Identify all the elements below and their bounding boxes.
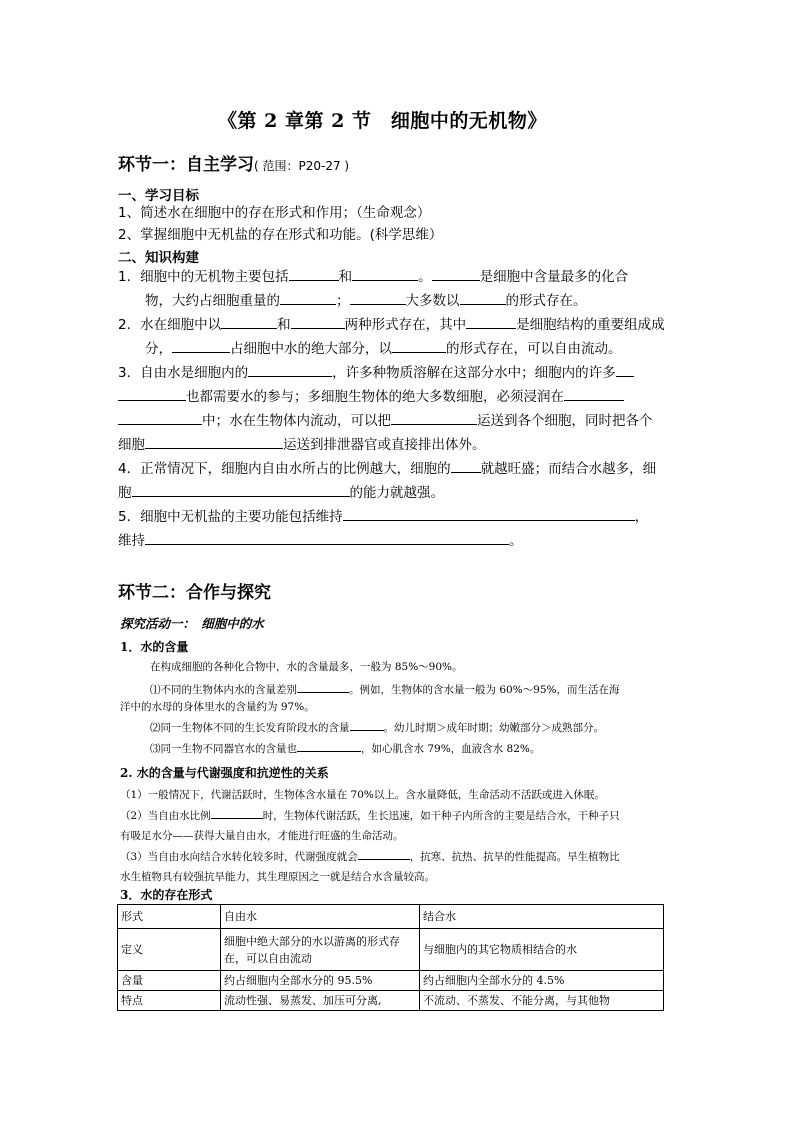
q1-text-h: 的形式存在。 bbox=[505, 293, 587, 309]
table-header-cell: 结合水 bbox=[420, 905, 664, 929]
q1-blank-6[interactable] bbox=[460, 290, 506, 305]
q1-text-c: 。 bbox=[418, 269, 432, 285]
q3-blank-1[interactable] bbox=[248, 362, 332, 377]
section-range: ( 范围：P20-27 ) bbox=[254, 159, 350, 173]
table-row bbox=[118, 929, 664, 971]
q2-blank-4[interactable] bbox=[172, 338, 230, 353]
q2-text-g: 的形式存在，可以自由流动。 bbox=[446, 341, 622, 357]
question-5-line-2 bbox=[118, 530, 523, 552]
table-cell: 约占细胞内全部水分的 95.5% bbox=[221, 971, 420, 991]
page-title: 《第 2 章第 2 节 细胞中的无机物》 bbox=[218, 110, 547, 132]
water-content-item-1-cont: 洋中的水母的身体里水的含量约为 97%。 bbox=[120, 701, 315, 713]
q3-text-g: 运送到排泄器官或直接排出体外。 bbox=[283, 437, 486, 453]
metabolism-line-2-cont: 有吸足水分——获得大量自由水，才能进行旺盛的生命活动。 bbox=[120, 830, 404, 842]
table-cell: 不流动、不蒸发、不能分离，与其他物 bbox=[420, 991, 664, 1011]
q3-text-f: 细胞 bbox=[118, 437, 145, 453]
table-row bbox=[118, 971, 664, 991]
q2-text-a: 2．水在细胞中以 bbox=[118, 317, 222, 333]
section-heading-cooperation: 环节二：合作与探究 bbox=[118, 583, 271, 603]
item-1-blank[interactable] bbox=[297, 680, 349, 693]
line-2-blank[interactable] bbox=[211, 806, 263, 819]
q1-blank-3[interactable] bbox=[432, 266, 480, 281]
q3-blank-2a[interactable] bbox=[616, 362, 634, 377]
q1-text-f: ； bbox=[336, 293, 350, 309]
table-cell: 含量 bbox=[118, 971, 221, 991]
metabolism-line-3-cont: 水生植物具有较强抗旱能力，其生理原因之一就是结合水含量较高。 bbox=[120, 871, 435, 883]
activity-1-heading: 探究活动一： 细胞中的水 bbox=[120, 616, 264, 631]
q1-blank-5[interactable] bbox=[350, 290, 406, 305]
q4-blank-2[interactable] bbox=[132, 482, 350, 497]
q1-text-a: 1．细胞中的无机物主要包括 bbox=[118, 269, 289, 285]
item-2-text-b: 。幼儿时期＞成年时期；幼嫩部分＞成熟部分。 bbox=[383, 722, 604, 734]
table-cell: 特点 bbox=[118, 991, 221, 1011]
q5-text-a: 5．细胞中无机盐的主要功能包括维持 bbox=[118, 509, 343, 525]
question-1-line-2 bbox=[145, 290, 587, 312]
water-forms-table bbox=[117, 904, 664, 1011]
q1-blank-1[interactable] bbox=[289, 266, 339, 281]
q5-text-b: ， bbox=[634, 509, 649, 525]
table-cell: 与细胞内的其它物质相结合的水 bbox=[420, 929, 664, 971]
q3-blank-5[interactable] bbox=[145, 434, 283, 449]
water-content-item-2 bbox=[150, 718, 604, 738]
item-3-text-b: ，如心肌含水 79%，血液含水 82%。 bbox=[361, 743, 541, 755]
section-heading-self-study bbox=[118, 150, 349, 175]
q4-blank-1[interactable] bbox=[451, 458, 481, 473]
goal-item-1: 1、简述水在细胞中的存在形式和作用；（生命观念） bbox=[118, 205, 431, 221]
q2-blank-2[interactable] bbox=[291, 314, 345, 329]
q3-text-b: ，许多种物质溶解在这部分水中；细胞内的许多 bbox=[332, 365, 616, 381]
q2-text-c: 两种形式存在，其中 bbox=[344, 317, 467, 333]
water-content-heading: 1．水的含量 bbox=[120, 640, 189, 654]
q3-text-a: 3．自由水是细胞内的 bbox=[118, 365, 249, 381]
q3-blank-4[interactable] bbox=[391, 410, 477, 425]
line-3-text-b: ，抗寒、抗热、抗旱的性能提高。旱生植物比 bbox=[409, 851, 620, 863]
table-cell: 细胞中绝大部分的水以游离的形式存在，可以自由流动 bbox=[221, 929, 420, 971]
line-3-blank[interactable] bbox=[358, 847, 410, 860]
metabolism-line-3 bbox=[120, 847, 620, 867]
q2-text-e: 分， bbox=[145, 341, 172, 357]
q2-text-f: 占细胞中水的绝大部分，以 bbox=[230, 341, 392, 357]
item-1-text-a: ⑴不同的生物体内水的含量差别 bbox=[150, 684, 297, 696]
q1-text-b: 和 bbox=[338, 269, 353, 285]
question-3-line-3 bbox=[118, 410, 653, 432]
item-1-text-b: 。例如，生物体的含水量一般为 60%～95%，而生活在海 bbox=[349, 684, 620, 696]
table-header-cell: 形式 bbox=[118, 905, 221, 929]
metabolism-relation-heading: 2. 水的含量与代谢强度和抗逆性的关系 bbox=[120, 766, 329, 780]
line-2-text-b: 时，生物体代谢活跃，生长迅速，如干种子内所含的主要是结合水，干种子只 bbox=[262, 810, 620, 822]
q1-text-g: 大多数以 bbox=[405, 293, 460, 309]
question-5-line-1 bbox=[118, 506, 648, 528]
q4-text-c: 胞 bbox=[118, 485, 132, 501]
q3-text-d: 中；水在生物体内流动，可以把 bbox=[202, 413, 391, 429]
q5-blank-1[interactable] bbox=[343, 506, 635, 521]
q3-text-c: 也都需要水的参与；多细胞生物体的绝大多数细胞，必须浸润在 bbox=[186, 389, 564, 405]
question-4-line-1 bbox=[118, 458, 656, 480]
q2-blank-3[interactable] bbox=[466, 314, 516, 329]
goal-item-2: 2、掌握细胞中无机盐的存在形式和功能。(科学思维） bbox=[118, 227, 443, 243]
water-forms-heading: 3．水的存在形式 bbox=[120, 888, 213, 902]
table-header-cell: 自由水 bbox=[221, 905, 420, 929]
table-header-row bbox=[118, 905, 664, 929]
question-3-line-1 bbox=[118, 362, 634, 384]
q5-text-c: 维持 bbox=[118, 533, 145, 549]
q5-text-d: 。 bbox=[509, 533, 523, 549]
q1-blank-4[interactable] bbox=[280, 290, 336, 305]
table-cell: 流动性强、易蒸发、加压可分离, bbox=[221, 991, 420, 1011]
q2-text-d: 是细胞结构的重要组成成 bbox=[516, 317, 665, 333]
question-4-line-2 bbox=[118, 482, 444, 504]
table-cell: 定义 bbox=[118, 929, 221, 971]
q1-text-e: 物，大约占细胞重量的 bbox=[145, 293, 280, 309]
section-heading-text: 环节一：自主学习 bbox=[118, 155, 254, 175]
q4-text-a: 4．正常情况下，细胞内自由水所占的比例越大，细胞的 bbox=[118, 461, 451, 477]
question-1-line-1 bbox=[118, 266, 628, 288]
q2-blank-5[interactable] bbox=[392, 338, 446, 353]
q3-blank-3a[interactable] bbox=[564, 386, 624, 401]
item-3-text-a: ⑶同一生物不同器官水的含量也 bbox=[150, 743, 297, 755]
water-content-item-3 bbox=[150, 739, 540, 759]
goals-heading: 一、学习目标 bbox=[118, 188, 199, 204]
item-2-text-a: ⑵同一生物体不同的生长发育阶段水的含量 bbox=[150, 722, 350, 734]
question-2-line-2 bbox=[145, 338, 622, 360]
q1-text-d: 是细胞中含量最多的化合 bbox=[479, 269, 629, 285]
question-3-line-4 bbox=[118, 434, 486, 456]
q3-blank-3b[interactable] bbox=[118, 410, 202, 425]
knowledge-heading: 二、知识构建 bbox=[118, 250, 199, 266]
table-row bbox=[118, 991, 664, 1011]
item-2-blank[interactable] bbox=[350, 718, 384, 731]
item-3-blank[interactable] bbox=[297, 739, 361, 752]
question-2-line-1 bbox=[118, 314, 665, 336]
q5-blank-2[interactable] bbox=[145, 530, 509, 545]
q4-text-d: 的能力就越强。 bbox=[349, 485, 444, 501]
table-cell: 约占细胞内全部水分的 4.5% bbox=[420, 971, 664, 991]
q4-text-b: 就越旺盛；而结合水越多，细 bbox=[480, 461, 657, 477]
line-3-text-a: （3）当自由水向结合水转化较多时，代谢强度就会 bbox=[120, 851, 358, 863]
q3-text-e: 运送到各个细胞，同时把各个 bbox=[477, 413, 653, 429]
q2-text-b: 和 bbox=[277, 317, 291, 333]
line-2-text-a: （2）当自由水比例 bbox=[120, 810, 211, 822]
metabolism-line-1: （1）一般情况下，代谢活跃时，生物体含水量在 70%以上。含水量降低，生命活动不活跃或进入休眠。 bbox=[120, 789, 605, 801]
q1-blank-2[interactable] bbox=[352, 266, 418, 281]
q3-blank-2b[interactable] bbox=[118, 386, 186, 401]
question-3-line-2 bbox=[118, 386, 624, 408]
q2-blank-1[interactable] bbox=[221, 314, 277, 329]
water-content-intro: 在构成细胞的各种化合物中，水的含量最多，一般为 85%～90%。 bbox=[150, 661, 463, 673]
metabolism-line-2 bbox=[120, 806, 620, 826]
